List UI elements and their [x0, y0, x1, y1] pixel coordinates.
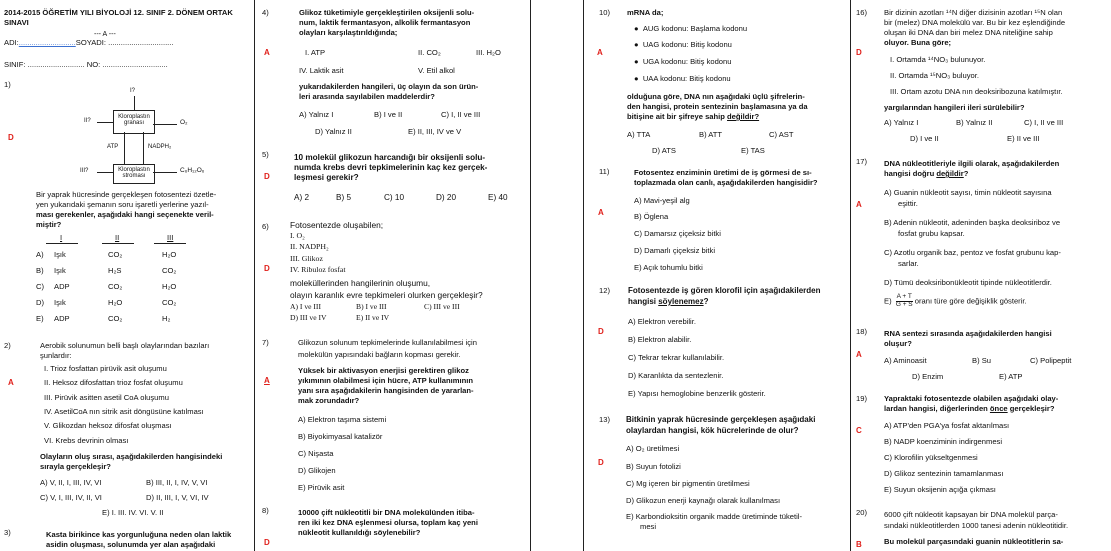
name-dots: ...........................	[18, 38, 76, 47]
option[interactable]: D) Tümü deoksiribonükleotit tipinde nükleotitlerdir.	[884, 278, 1052, 287]
option[interactable]: A) Yalnız I	[299, 110, 334, 119]
option[interactable]: A) Yalnız I	[884, 118, 919, 127]
question-number: 7)	[262, 338, 269, 347]
question-prompt: mak zorundadır?	[298, 396, 360, 405]
option-letter: D)	[36, 298, 45, 307]
question-number: 18)	[856, 327, 867, 336]
stem-text: hangisi	[628, 297, 659, 306]
bullet-icon: ●	[634, 40, 639, 49]
option[interactable]: D) III ve IV	[290, 313, 327, 322]
option[interactable]: E) Açık tohumlu bitki	[634, 263, 703, 272]
grana-box-label: Kloroplastın	[118, 114, 150, 120]
answer-key: B	[856, 540, 862, 549]
question-stem: Bitkinin yaprak hücresinde gerçekleşen aşağıdaki	[626, 415, 816, 424]
column-divider	[850, 0, 851, 551]
option-row[interactable]	[36, 282, 226, 294]
option[interactable]: B) III, II, I, IV, V, VI	[146, 478, 208, 487]
column-divider	[583, 0, 584, 551]
option[interactable]: E) Karbondioksitin organik madde üretiminde tüketil-	[626, 512, 803, 521]
diagram-label-i: I?	[130, 88, 136, 94]
option-cell: H₂O	[162, 250, 177, 259]
question-stem: sındaki nükleotitlerden 1000 tanesi adenin nükleotitidir.	[884, 521, 1069, 530]
question-stem: olaylardan hangisi, kök hücrelerinde de olur?	[626, 426, 799, 435]
list-item: I. Ortamda ¹⁴NO₃ bulunuyor.	[890, 55, 986, 64]
prompt-emphasis: değildir?	[727, 112, 760, 121]
question-stem: oluyor. Buna göre;	[884, 38, 952, 47]
name-label: ADI:	[4, 38, 19, 47]
question-prompt: sırayla gerçekleşir?	[40, 462, 111, 471]
list-item: II. CO₂	[418, 48, 441, 57]
answer-key: A	[8, 378, 14, 387]
question-stem: mRNA da;	[627, 8, 664, 17]
option-letter: C)	[36, 282, 45, 291]
question-stem: Bir yaprak hücresinde gerçekleşen fotosentezi özetle-	[36, 190, 217, 199]
option-row[interactable]	[36, 298, 226, 310]
grana-box	[113, 110, 155, 134]
question-prompt: yıkımının olabilmesi için hücre, ATP kullanımının	[298, 376, 473, 385]
option[interactable]: E) Yapısı hemoglobine benzerlik gösterir.	[628, 389, 766, 398]
question-stem: Fotosentezde iş gören klorofil için aşağıdakilerden	[628, 286, 821, 295]
question-prompt: yanı sıra aşağıdakilerin hangisinden de yararlan-	[298, 386, 474, 395]
option[interactable]: C) Tekrar tekrar kullanılabilir.	[628, 353, 725, 362]
question-stem: olayları karşılaştırıldığında;	[299, 28, 398, 37]
option[interactable]: A) V, II, I, III, IV, VI	[40, 478, 102, 487]
question-stem: leşmesi gerekir?	[294, 173, 359, 182]
question-number: 17)	[856, 157, 867, 166]
option-text: oranı türe göre değişiklik gösterir.	[914, 296, 1027, 306]
option-cell: H₂	[162, 314, 171, 323]
option[interactable]: C) I, II ve III	[441, 110, 481, 119]
bullet-icon: ●	[634, 74, 639, 83]
list-item	[634, 74, 731, 84]
option: mesi	[640, 522, 657, 531]
stem-emphasis: önce	[989, 404, 1008, 413]
answer-key: D	[8, 133, 14, 142]
option[interactable]: C) Azotlu organik baz, pentoz ve fosfat grubunu kap-	[884, 248, 1061, 257]
option-cell: CO₂	[162, 298, 177, 307]
stroma-box	[113, 164, 155, 184]
stem-text: hangisi doğru	[884, 169, 937, 178]
option-cell: CO₂	[108, 250, 123, 259]
question-number: 8)	[262, 506, 269, 515]
list-item: IV. AsetilCoA nın sitrik asit döngüsüne katılması	[44, 407, 204, 416]
option[interactable]: D) Enzim	[912, 372, 944, 381]
arrow-line	[153, 172, 177, 173]
list-item: II. Ortamda ¹⁵NO₃ buluyor.	[890, 71, 979, 80]
arrow-line	[134, 96, 135, 110]
list-item: II. Heksoz difosfattan trioz fosfat oluşumu	[44, 378, 183, 387]
option[interactable]: C) V, I, III, IV, II, VI	[40, 493, 102, 502]
question-prompt: yukarıdakilerden hangileri, üç olayın da son ürün-	[299, 82, 479, 91]
bullet-icon: ●	[634, 57, 639, 66]
list-item: III. Pirüvik asitten asetil CoA oluşumu	[44, 393, 169, 402]
arrow-line	[153, 124, 177, 125]
exam-title: 2014-2015 ÖĞRETİM YILI BİYOLOJİ 12. SINIF 2. DÖNEM ORTAK	[4, 8, 233, 17]
stem-text: gerçekleşir?	[1007, 404, 1055, 413]
list-item: III. Glikoz	[290, 254, 323, 263]
exam-group: --- A ---	[94, 31, 116, 38]
option[interactable]: A) Elektron taşıma sistemi	[298, 415, 387, 424]
question-stem: nükleotit kullanıldığı söylenebilir?	[298, 528, 421, 537]
question-stem: 6000 çift nükleotit kapsayan bir DNA molekül parça-	[884, 510, 1058, 519]
answer-key: A	[856, 200, 862, 209]
answer-key: A	[264, 376, 270, 385]
option[interactable]: D) Damarlı çiçeksiz bitki	[634, 246, 716, 255]
option[interactable]: D) Glikojen	[298, 466, 336, 475]
list-item: I. O₂	[290, 231, 305, 240]
question-number: 5)	[262, 150, 269, 159]
option[interactable]	[884, 294, 1027, 309]
question-stem: toplazmada olan canlı, aşağıdakilerden hangisidir?	[634, 178, 818, 187]
stem-text: ?	[963, 169, 969, 178]
question-stem: asidin oluşması, solunumda yer alan aşağıdaki	[46, 540, 216, 549]
bullet-icon: ●	[634, 24, 639, 33]
answer-key: A	[856, 350, 862, 359]
arrow-line	[97, 172, 113, 173]
question-stem: oluşan iki DNA dan biri melez DNA niteliğine sahip	[884, 28, 1053, 37]
question-stem: Glikozun solunum tepkimelerinde kullanılabilmesi için	[298, 338, 477, 347]
option[interactable]: C) AST	[769, 130, 794, 139]
list-item: IV. Laktik asit	[299, 66, 344, 75]
answer-key: C	[856, 426, 862, 435]
list-item-text: UAG kodonu: Bitiş kodonu	[642, 40, 732, 49]
table-header: I	[60, 233, 63, 242]
question-number: 6)	[262, 222, 269, 231]
list-item: III. H₂O	[476, 48, 501, 57]
option[interactable]: C) Klorofilin yükseltgenmesi	[884, 453, 978, 462]
option-cell: Işık	[54, 298, 66, 307]
option-cell: CO₂	[162, 266, 177, 275]
question-number: 19)	[856, 394, 867, 403]
diagram-label-atp: ATP	[107, 144, 119, 150]
answer-key: D	[264, 172, 270, 181]
arrow-line	[124, 132, 125, 164]
question-stem: Fotosentezde oluşabilen;	[290, 220, 384, 230]
question-stem: ması gerekenler, aşağıdaki hangi seçenekte veril-	[36, 210, 214, 219]
question-stem: Glikoz tüketimiyle gerçekleştirilen oksijenli solu-	[299, 8, 475, 17]
option[interactable]: C) Mg içeren bir pigmentin üretilmesi	[626, 479, 750, 488]
question-stem: miştir?	[36, 220, 62, 229]
option[interactable]: B) Yalnız II	[956, 118, 993, 127]
question-prompt: olayın karanlık evre tepkimeleri olurken gerçekleşir?	[290, 290, 483, 300]
column-divider	[254, 0, 255, 551]
question-number: 13)	[599, 415, 610, 424]
question-prompt: yargılarından hangileri ileri sürülebilir?	[884, 103, 1025, 112]
stem-text: ?	[703, 297, 709, 306]
list-item: III. Ortam azotu DNA nın deoksiribozuna katılmıştır.	[890, 87, 1063, 96]
option-letter: B)	[36, 266, 44, 275]
option[interactable]: C) Polipeptit	[1030, 356, 1072, 365]
option-letter: E)	[36, 314, 44, 323]
question-stem: Bir dizinin azotları ¹⁴N diğer dizisinin azotları ¹⁵N olan	[884, 8, 1063, 17]
answer-key: A	[598, 208, 604, 217]
option[interactable]: A) Elektron verebilir.	[628, 317, 696, 326]
question-stem: bir (melez) DNA molekülü var. Bu bir kez eşlendiğinde	[884, 18, 1066, 27]
stroma-box-label: Kloroplastın	[118, 167, 150, 173]
list-item: V. Etil alkol	[418, 66, 455, 75]
question-prompt: den hangisi, protein sentezinin başlamasına ya da	[627, 102, 808, 111]
column-divider	[530, 0, 531, 551]
question-number: 11)	[599, 167, 610, 176]
question-stem: numda krebs devri tepkimelerinin kaç kez gerçek-	[294, 163, 488, 172]
header-underline	[102, 243, 134, 244]
name-field[interactable]	[4, 38, 174, 48]
grana-box-label: granası	[123, 120, 144, 127]
option[interactable]: E) I. III. IV. VI. V. II	[102, 508, 164, 517]
question-stem: DNA nükleotitleriyle ilgili olarak, aşağıdakilerden	[884, 159, 1060, 168]
question-prompt: Yüksek bir aktivasyon enerjisi gerektiren glikoz	[298, 366, 469, 375]
option[interactable]: A) 2	[294, 193, 310, 202]
option[interactable]: C) 10	[384, 193, 405, 202]
question-stem: RNA sentezi sırasında aşağıdakilerden hangisi	[884, 329, 1052, 338]
ratio-fraction	[896, 294, 913, 309]
no-label: NO: ...............................	[86, 60, 168, 69]
surname-label: SOYADI: ...............................	[75, 38, 174, 47]
question-stem: 10000 çift nükleotitli bir DNA molekülünden itiba-	[298, 508, 475, 517]
option-cell: ADP	[54, 314, 70, 323]
list-item: IV. Ribuloz fosfat	[290, 265, 346, 274]
option[interactable]: E) II, III, IV ve V	[408, 127, 462, 136]
option-cell: H₂O	[162, 282, 177, 291]
option-cell: Işık	[54, 266, 66, 275]
question-stem	[884, 404, 1055, 414]
option[interactable]: B) Biyokimyasal katalizör	[298, 432, 383, 441]
question-stem: Yapraktaki fotosentezde olabilen aşağıdaki olay-	[884, 394, 1059, 403]
option[interactable]: A) Mavi-yeşil alg	[634, 196, 690, 205]
list-item-text: AUG kodonu: Başlama kodonu	[642, 24, 748, 33]
option[interactable]: B) I ve III	[356, 302, 387, 311]
question-prompt: leri arasında sayılabilen maddelerdir?	[299, 92, 435, 101]
option[interactable]: D) II, III, I, V, VI, IV	[146, 493, 209, 502]
diagram-label-iii: III?	[80, 168, 89, 174]
question-number: 16)	[856, 8, 867, 17]
list-item: II. NADPH₂	[290, 242, 329, 251]
option[interactable]: C) I, II ve III	[1024, 118, 1064, 127]
option-row[interactable]	[36, 314, 226, 326]
option[interactable]: C) III ve III	[424, 302, 460, 311]
question-stem: Aerobik solunumun belli başlı olaylarından bazıları	[40, 341, 210, 350]
option-cell: CO₂	[108, 314, 123, 323]
option[interactable]: A) Guanin nükleotit sayısı, timin nükleotit sayısına	[884, 188, 1052, 197]
arrow-line	[97, 122, 113, 123]
question-prompt: olduğuna göre, DNA nın aşağıdaki üçlü şifrelerin-	[627, 92, 805, 101]
option[interactable]: B) Öglena	[634, 212, 669, 221]
question-stem: Kasta birikince kas yorgunluğuna neden olan laktik	[46, 530, 232, 539]
list-item-text: UGA kodonu: Bitiş kodonu	[642, 57, 732, 66]
option-letter: E)	[884, 296, 892, 306]
stroma-box-label: stroması	[122, 173, 146, 180]
option[interactable]: B) Suyun fotolizi	[626, 462, 681, 471]
question-stem	[884, 169, 968, 179]
header-underline	[46, 243, 78, 244]
option[interactable]: A) ATP'den PGA'ya fosfat aktarılması	[884, 421, 1010, 430]
question-number: 20)	[856, 508, 867, 517]
option[interactable]: D) I ve II	[910, 134, 939, 143]
option[interactable]: B) ATT	[699, 130, 723, 139]
option[interactable]: D) Glikoz sentezinin tamamlanması	[884, 469, 1004, 478]
option[interactable]: D) Karanlıkta da sentezlenir.	[628, 371, 724, 380]
question-number: 3)	[4, 528, 11, 537]
option-cell: H₂O	[108, 298, 123, 307]
answer-key: D	[598, 458, 604, 467]
list-item: I. Trioz fosfattan pirüvik asit oluşumu	[44, 364, 167, 373]
option[interactable]: E) Suyun oksijenin açığa çıkması	[884, 485, 996, 494]
fraction-numerator: A + T	[896, 293, 912, 300]
option-cell: H₂S	[108, 266, 122, 275]
option[interactable]: C) Nişasta	[298, 449, 334, 458]
list-item-text: UAA kodonu: Bitiş kodonu	[642, 74, 731, 83]
answer-key: A	[597, 48, 603, 57]
class-label: SINIF: ...........................	[4, 60, 85, 69]
table-header: III	[167, 233, 174, 242]
list-item: I. ATP	[305, 48, 326, 57]
diagram-label-nadph: NADPH₂	[148, 144, 172, 150]
option[interactable]: E) 40	[488, 193, 508, 202]
question-stem: şunlardır:	[40, 351, 72, 360]
question-prompt	[627, 112, 759, 122]
arrow-line	[143, 132, 144, 164]
question-number: 1)	[4, 80, 11, 89]
option[interactable]: E) II ve III	[1007, 134, 1040, 143]
question-prompt: moleküllerinden hangilerinin oluşumu,	[290, 278, 431, 288]
question-number: 4)	[262, 8, 269, 17]
answer-key: D	[598, 327, 604, 336]
option[interactable]: E) Pirüvik asit	[298, 483, 345, 492]
option[interactable]: B) Su	[972, 356, 991, 365]
option[interactable]: B) NADP koenziminin indirgenmesi	[884, 437, 1003, 446]
option[interactable]: B) 5	[336, 193, 352, 202]
question-stem: ren iki kez DNA eşlenmesi olursa, toplam kaç yeni	[298, 518, 478, 527]
question-stem: oluşur?	[884, 339, 912, 348]
list-item: VI. Krebs devrinin olması	[44, 436, 129, 445]
class-no-field[interactable]	[4, 60, 168, 70]
option-cell: CO₂	[108, 282, 123, 291]
question-stem: Bu molekül parçasındaki guanin nükleotitlerin sa-	[884, 537, 1064, 546]
question-stem: yen yukarıdaki şemanın soru işaretli yerlerine yazıl-	[36, 200, 209, 209]
option[interactable]: D) 20	[436, 193, 457, 202]
option[interactable]: D) Yalnız II	[315, 127, 352, 136]
stem-emphasis: söylenemez	[658, 297, 704, 306]
option[interactable]: D) Glikozun enerji kaynağı olarak kullanılması	[626, 496, 781, 505]
question-stem: num, laktik fermantasyon, alkolik fermantasyon	[299, 18, 471, 27]
option-row[interactable]	[36, 266, 226, 278]
diagram-label-glucose: C₆H₁₂O₆	[180, 167, 205, 174]
prompt-text: bitişine ait bir şifreye sahip	[627, 112, 728, 121]
answer-key: D	[856, 48, 862, 57]
list-item	[634, 57, 731, 67]
diagram-label-ii: II?	[84, 118, 91, 124]
option-row[interactable]	[36, 250, 226, 262]
question-stem	[628, 297, 708, 308]
option[interactable]: A) Aminoasit	[884, 356, 927, 365]
list-item: V. Glikozdan heksoz difosfat oluşması	[44, 421, 172, 430]
option[interactable]: B) Adenin nükleotit, adeninden başka deoksiriboz ve	[884, 218, 1061, 227]
option[interactable]: A) O₂ üretilmesi	[626, 444, 680, 453]
option[interactable]: B) Elektron alabilir.	[628, 335, 692, 344]
question-number: 10)	[599, 8, 610, 17]
question-number: 2)	[4, 341, 11, 350]
option[interactable]: C) Damarsız çiçeksiz bitki	[634, 229, 721, 238]
option: eşittir.	[898, 199, 918, 208]
exam-subtitle: SINAVI	[4, 18, 29, 27]
question-number: 12)	[599, 286, 610, 295]
diagram-label-o2: O₂	[180, 119, 188, 126]
answer-key: D	[264, 538, 270, 547]
option-cell: Işık	[54, 250, 66, 259]
option[interactable]: D) ATS	[652, 146, 676, 155]
answer-key: A	[264, 48, 270, 57]
option-letter: A)	[36, 250, 44, 259]
list-item	[634, 40, 732, 50]
option[interactable]: A) I ve III	[290, 302, 321, 311]
option[interactable]: A) TTA	[627, 130, 651, 139]
option: sarlar.	[898, 259, 919, 268]
question-stem: 10 molekül glikozun harcandığı bir oksijenli solu-	[294, 153, 486, 162]
question-stem: Fotosentez enziminin üretimi de iş görmesi de sı-	[634, 168, 812, 177]
option-cell: ADP	[54, 282, 70, 291]
table-header: II	[115, 233, 120, 242]
list-item	[634, 24, 747, 34]
header-underline	[154, 243, 186, 244]
fraction-denominator: G + S	[895, 300, 913, 308]
option: fosfat grubu kapsar.	[898, 229, 965, 238]
option[interactable]: E) II ve IV	[356, 313, 390, 322]
answer-key: D	[264, 264, 270, 273]
option[interactable]: B) I ve II	[374, 110, 403, 119]
option[interactable]: E) TAS	[741, 146, 765, 155]
stem-text: lardan hangisi, diğerlerinden	[884, 404, 990, 413]
stem-emphasis: değildir	[936, 169, 964, 178]
question-stem: molekülün yapısındaki bağların kopması gerekir.	[298, 350, 461, 359]
question-prompt: Olayların oluş sırası, aşağıdakilerden hangisindeki	[40, 452, 223, 461]
option[interactable]: E) ATP	[999, 372, 1023, 381]
